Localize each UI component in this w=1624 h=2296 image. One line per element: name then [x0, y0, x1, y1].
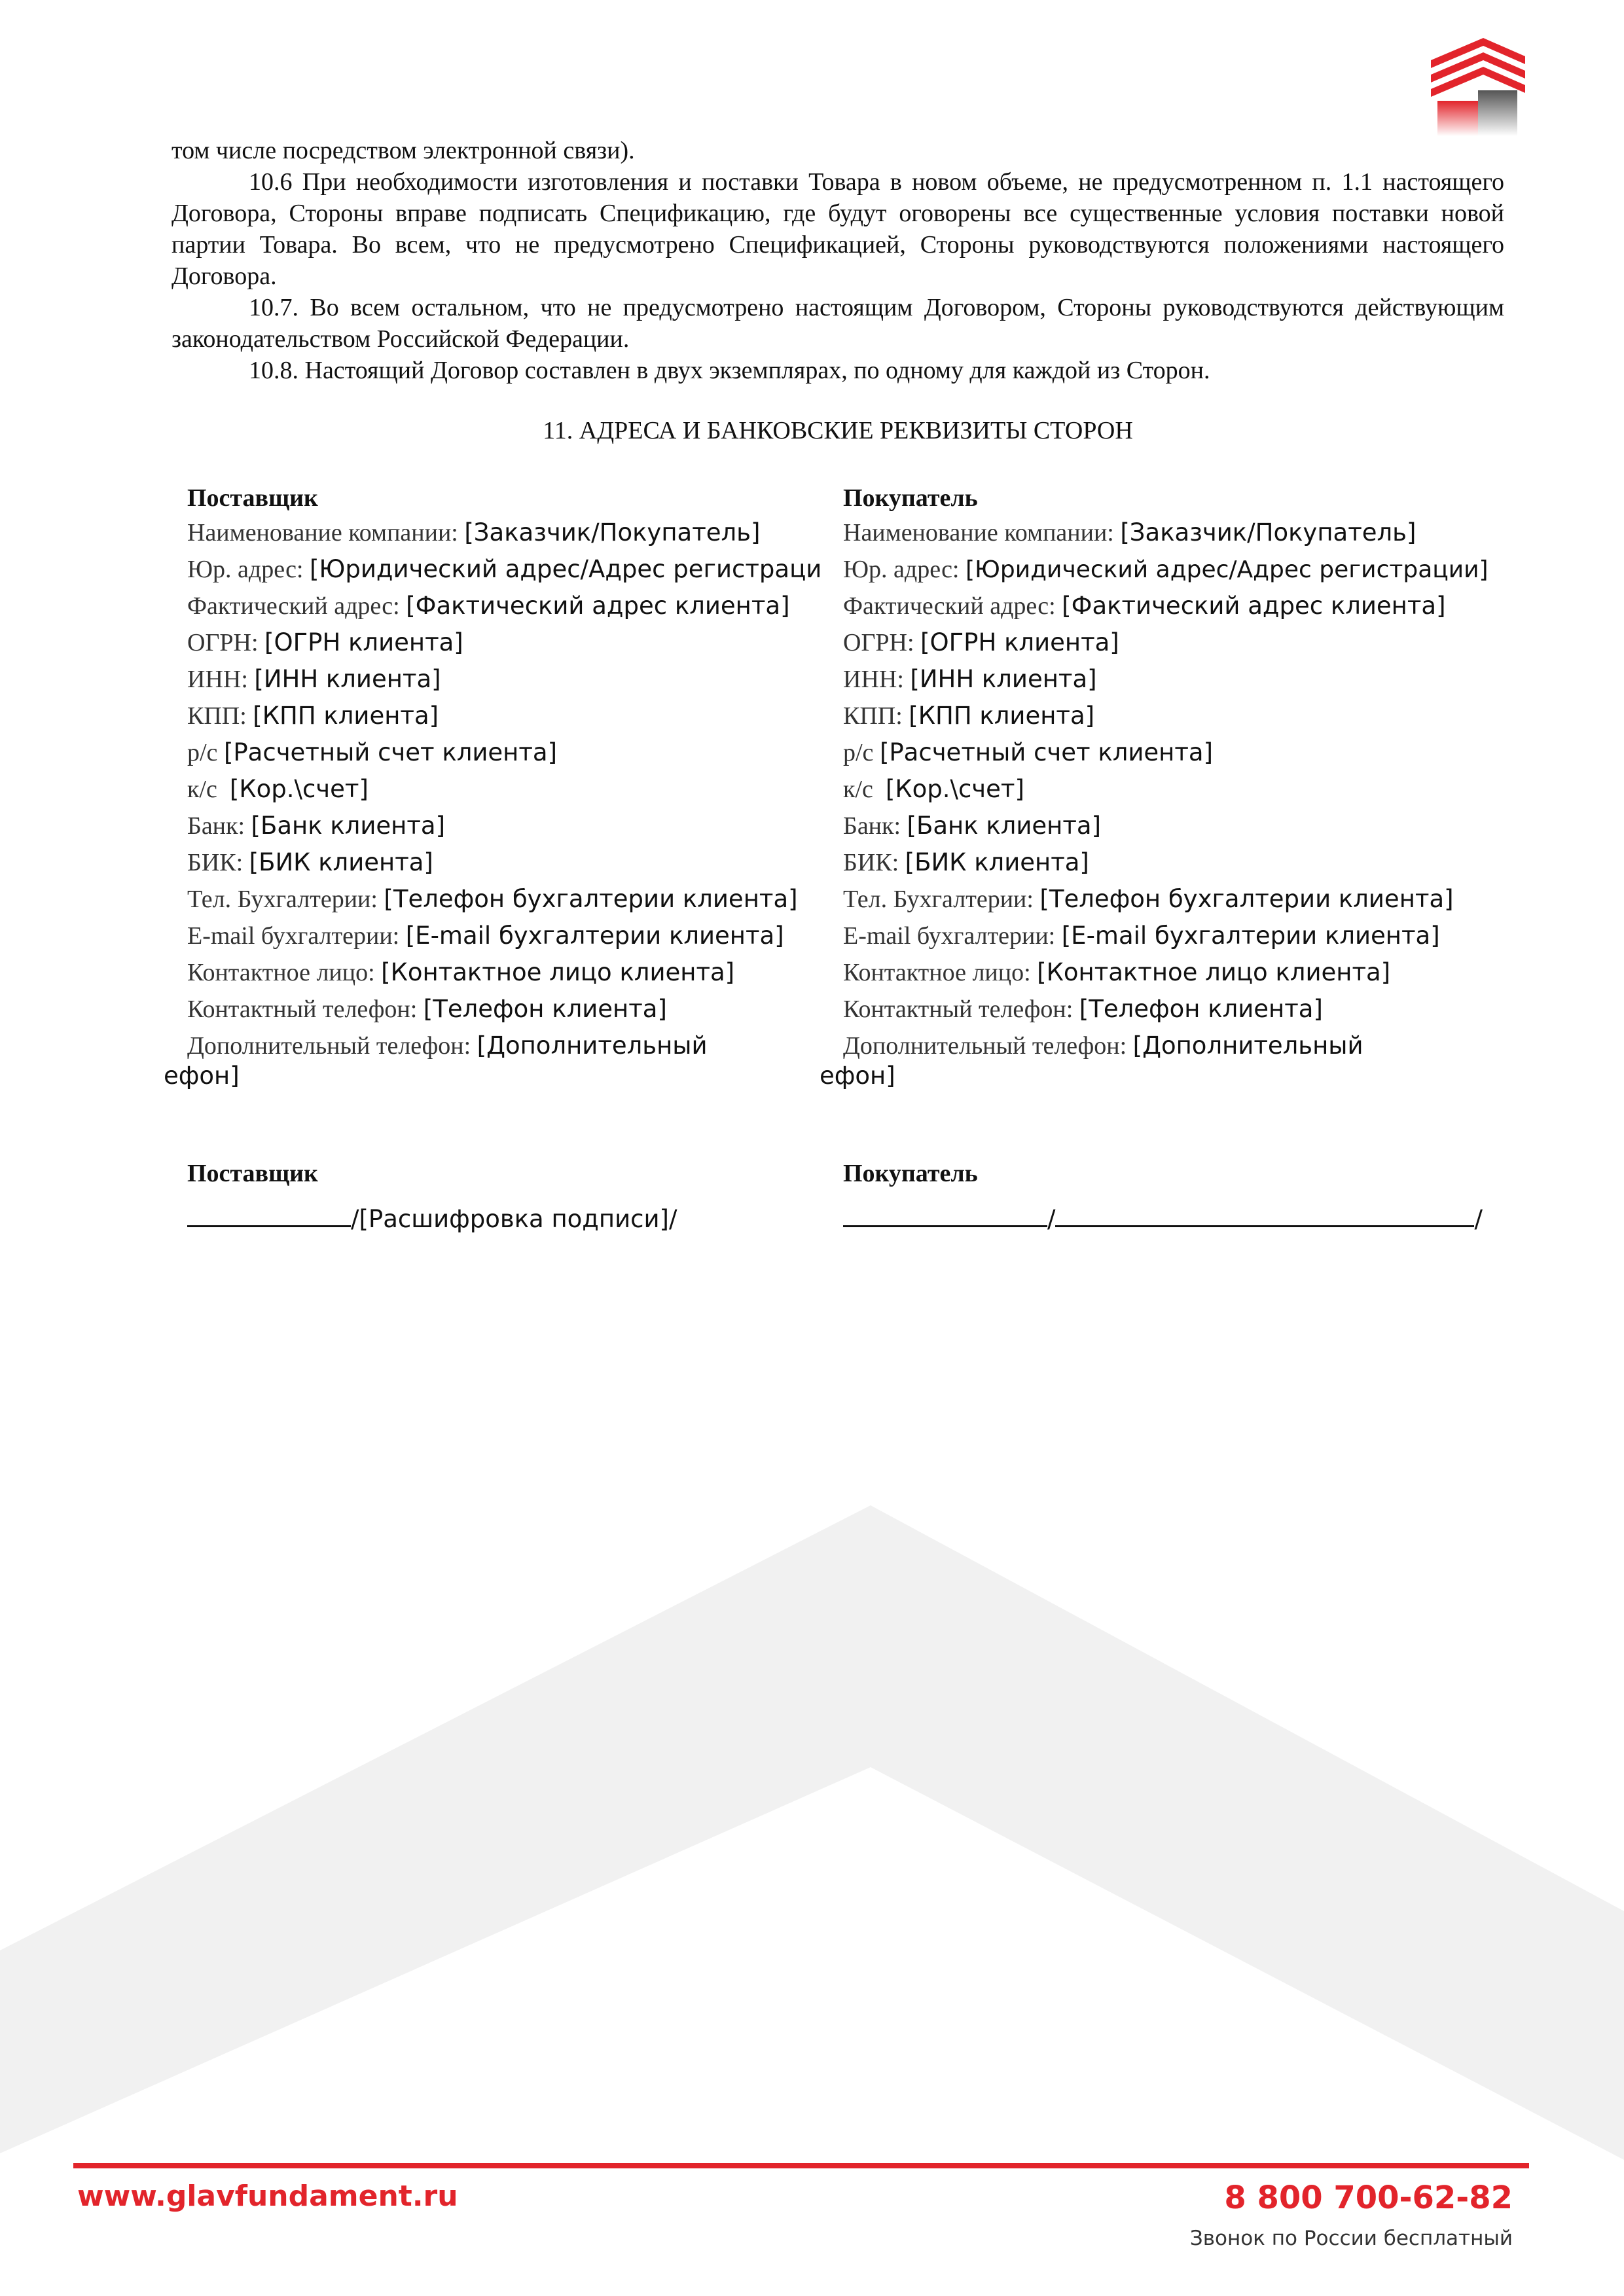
detail-value: [Фактический адрес клиента]	[406, 592, 790, 620]
detail-row	[843, 844, 1537, 881]
detail-row	[187, 624, 829, 661]
detail-label: КПП:	[187, 702, 253, 730]
detail-value: [E-mail бухгалтерии клиента]	[405, 922, 784, 950]
detail-row	[843, 1028, 1537, 1064]
detail-row	[187, 918, 829, 954]
detail-row	[843, 918, 1537, 954]
detail-row	[843, 514, 1537, 551]
detail-value: [Дополнительный	[1132, 1031, 1363, 1060]
detail-row	[843, 771, 1537, 808]
detail-row	[843, 991, 1537, 1028]
detail-label: ИНН:	[843, 666, 911, 693]
detail-row	[843, 954, 1537, 991]
detail-row	[843, 881, 1537, 918]
detail-value: [Телефон клиента]	[1079, 995, 1323, 1023]
detail-value: [Банк клиента]	[907, 812, 1101, 840]
detail-row	[843, 808, 1537, 844]
footer-website-link[interactable]: www.glavfundament.ru	[77, 2179, 458, 2213]
detail-label: р/с	[187, 739, 224, 766]
detail-value: [Заказчик/Покупатель]	[464, 518, 761, 547]
detail-label: Юр. адрес:	[843, 556, 965, 583]
footer-note: Звонок по России бесплатный	[1189, 2227, 1513, 2250]
detail-row	[187, 881, 829, 918]
paragraph-10-6: 10.6 При необходимости изготовления и поставки Товара в новом объеме, не предусмотренном п. 1.1 настоящего Договора, Стороны вправе подписать Спецификацию, где будут оговорены все существенные условия поставки новой партии Товара. Во всем, что не предусмотрено Спецификацией, Стороны руководствуются положениями настоящего Договора.	[171, 168, 1504, 290]
paragraph-10-7: 10.7. Во всем остальном, что не предусмотрено настоящим Договором, Стороны руководствуются действующим законодательством Российской Федерации.	[171, 294, 1504, 353]
supplier-heading: Поставщик	[187, 484, 318, 512]
detail-label: Наименование компании:	[843, 519, 1121, 547]
contract-text	[171, 135, 1504, 386]
detail-value: [ИНН клиента]	[254, 665, 441, 693]
detail-row	[187, 991, 829, 1028]
detail-label: E-mail бухгалтерии:	[843, 922, 1062, 950]
detail-label: Контактное лицо:	[187, 959, 382, 986]
detail-row	[843, 734, 1537, 771]
detail-value: [Дополнительный	[477, 1031, 708, 1060]
signature-blank	[187, 1196, 351, 1227]
detail-label: Юр. адрес:	[187, 556, 310, 583]
supplier-wrap-tail: ефон]	[164, 1062, 240, 1090]
supplier-sign-line	[187, 1196, 881, 1236]
detail-row	[843, 624, 1537, 661]
transcript-blank	[1055, 1196, 1474, 1227]
detail-label: р/с	[843, 739, 880, 766]
supplier-sign-heading: Поставщик	[187, 1160, 318, 1187]
detail-label: ИНН:	[187, 666, 255, 693]
footer-divider	[73, 2163, 1529, 2168]
detail-label: ОГРН:	[843, 629, 921, 656]
detail-row	[843, 698, 1537, 734]
detail-value: [Контактное лицо клиента]	[1037, 958, 1391, 986]
buyer-heading: Покупатель	[843, 484, 978, 512]
detail-row	[843, 661, 1537, 698]
buyer-details	[843, 482, 1537, 1064]
detail-value: [БИК клиента]	[249, 848, 433, 876]
detail-value: [Телефон клиента]	[423, 995, 667, 1023]
detail-label: Тел. Бухгалтерии:	[843, 886, 1040, 913]
detail-label: Наименование компании:	[187, 519, 465, 547]
detail-value: [ОГРН клиента]	[264, 628, 463, 656]
buyer-sign-heading: Покупатель	[843, 1160, 978, 1187]
detail-label: Банк:	[843, 812, 907, 840]
signature-separator: /	[1047, 1205, 1056, 1233]
detail-label: Дополнительный телефон:	[187, 1032, 477, 1060]
detail-row	[843, 551, 1537, 588]
detail-value: [Юридический адрес/Адрес регистраци	[310, 555, 822, 583]
detail-value: [Кор.\счет]	[885, 775, 1024, 803]
detail-label: Фактический адрес:	[187, 592, 406, 620]
supplier-signature	[187, 1157, 881, 1236]
detail-row	[187, 698, 829, 734]
detail-value: [КПП клиента]	[909, 702, 1095, 730]
supplier-details	[187, 482, 881, 1064]
house-roof-logo-icon	[1431, 38, 1525, 136]
detail-value: [Заказчик/Покупатель]	[1120, 518, 1416, 547]
detail-row	[187, 1028, 829, 1064]
detail-label: к/с	[843, 776, 886, 803]
detail-label: Тел. Бухгалтерии:	[187, 886, 384, 913]
buyer-sign-line	[843, 1196, 1537, 1236]
detail-label: Контактный телефон:	[843, 996, 1079, 1023]
detail-value: [Телефон бухгалтерии клиента]	[1039, 885, 1454, 913]
paragraph-10-8: 10.8. Настоящий Договор составлен в двух экземплярах, по одному для каждой из Сторон.	[249, 357, 1210, 384]
detail-row	[187, 954, 829, 991]
detail-label: КПП:	[843, 702, 909, 730]
footer-phone[interactable]: 8 800 700-62-82	[1224, 2179, 1513, 2216]
detail-row	[187, 734, 829, 771]
detail-value: [Телефон бухгалтерии клиента]	[384, 885, 798, 913]
signature-transcript: /[Расшифровка подписи]/	[351, 1205, 677, 1233]
detail-label: к/с	[187, 776, 230, 803]
detail-row	[843, 588, 1537, 624]
detail-value: [Фактический адрес клиента]	[1062, 592, 1446, 620]
detail-label: E-mail бухгалтерии:	[187, 922, 406, 950]
detail-value: [ИНН клиента]	[910, 665, 1097, 693]
signature-blank	[843, 1196, 1047, 1227]
detail-label: Банк:	[187, 812, 251, 840]
detail-label: Контактное лицо:	[843, 959, 1038, 986]
detail-row	[187, 514, 829, 551]
detail-value: [Контактное лицо клиента]	[381, 958, 735, 986]
detail-label: ОГРН:	[187, 629, 265, 656]
signature-end: /	[1474, 1205, 1483, 1233]
detail-label: Контактный телефон:	[187, 996, 424, 1023]
detail-value: [Расчетный счет клиента]	[879, 738, 1214, 766]
detail-row	[187, 771, 829, 808]
detail-value: [ОГРН клиента]	[920, 628, 1119, 656]
detail-label: Фактический адрес:	[843, 592, 1062, 620]
detail-row	[187, 844, 829, 881]
detail-value: [БИК клиента]	[905, 848, 1089, 876]
detail-value: [E-mail бухгалтерии клиента]	[1061, 922, 1440, 950]
detail-value: [Юридический адрес/Адрес регистрации]	[965, 556, 1489, 583]
detail-value: [Банк клиента]	[251, 812, 445, 840]
detail-label: БИК:	[843, 849, 905, 876]
section-title: 11. АДРЕСА И БАНКОВСКИЕ РЕКВИЗИТЫ СТОРОН	[543, 417, 1133, 444]
buyer-signature	[843, 1157, 1537, 1236]
detail-row	[187, 551, 829, 588]
detail-row	[187, 808, 829, 844]
detail-label: БИК:	[187, 849, 249, 876]
detail-row	[187, 588, 829, 624]
detail-row	[187, 661, 829, 698]
paragraph-intro: том числе посредством электронной связи).	[171, 137, 635, 164]
detail-value: [КПП клиента]	[253, 702, 439, 730]
detail-value: [Кор.\счет]	[229, 775, 369, 803]
buyer-wrap-tail: ефон]	[820, 1062, 895, 1090]
detail-value: [Расчетный счет клиента]	[223, 738, 558, 766]
detail-label: Дополнительный телефон:	[843, 1032, 1133, 1060]
